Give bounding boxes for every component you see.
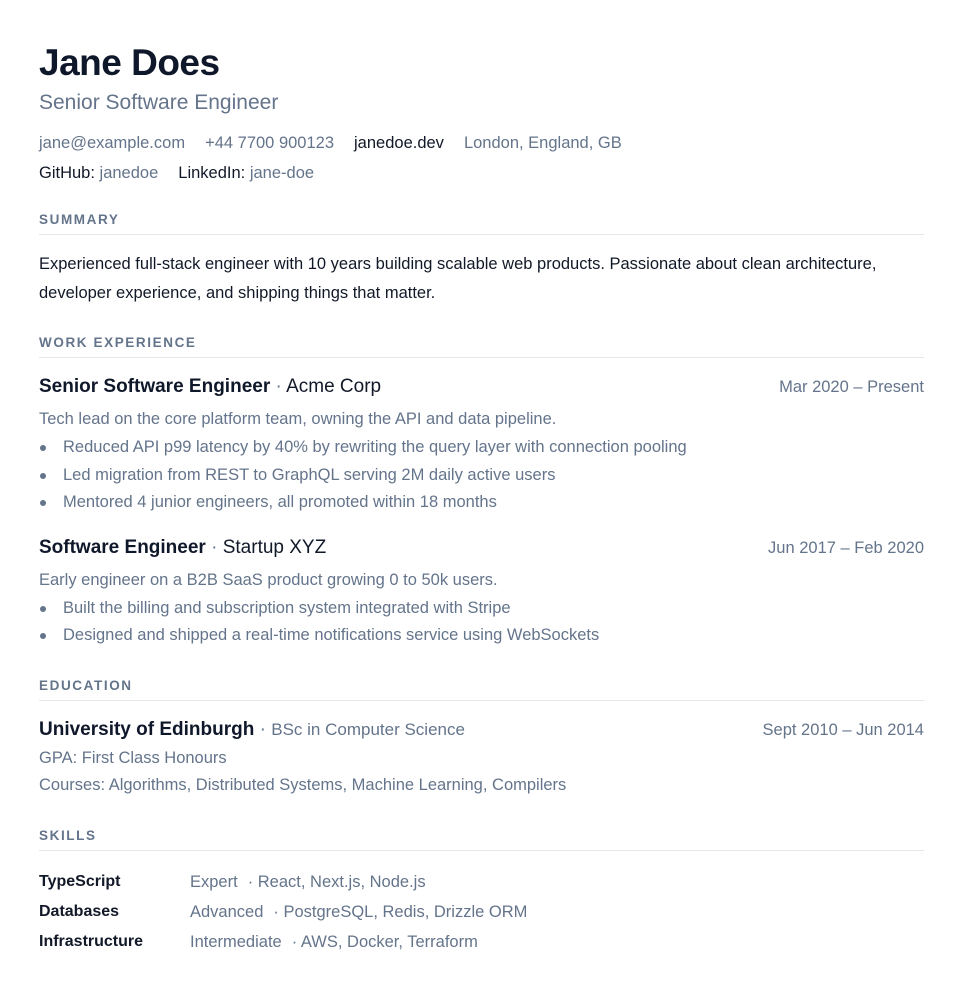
skill-row bbox=[39, 897, 924, 927]
skill-level: Advanced bbox=[190, 902, 264, 921]
entry-title bbox=[39, 376, 381, 398]
separator: · bbox=[275, 376, 282, 397]
education-section bbox=[39, 678, 924, 800]
profiles-row bbox=[39, 162, 924, 184]
section-title: EDUCATION bbox=[39, 678, 924, 701]
skill-name: Infrastructure bbox=[39, 932, 144, 950]
company: Acme Corp bbox=[286, 376, 382, 397]
candidate-headline: Senior Software Engineer bbox=[39, 91, 279, 114]
position: Senior Software Engineer bbox=[39, 376, 271, 397]
institution: University of Edinburgh bbox=[39, 718, 255, 740]
contact-row bbox=[39, 132, 924, 154]
separator: · bbox=[259, 718, 266, 740]
list-item: Designed and shipped a real-time notifications service using WebSockets bbox=[39, 622, 924, 650]
email-link[interactable]: jane@example.com bbox=[39, 134, 186, 152]
highlights-list bbox=[39, 595, 924, 650]
section-title: WORK EXPERIENCE bbox=[39, 335, 924, 358]
entry-header bbox=[39, 537, 924, 559]
skill-keywords: · AWS, Docker, Terraform bbox=[291, 932, 478, 951]
skill-row bbox=[39, 867, 924, 897]
list-item: Mentored 4 junior engineers, all promoted within 18 months bbox=[39, 489, 924, 517]
entry-dates: Sept 2010 – Jun 2014 bbox=[762, 720, 924, 739]
entry-dates: Mar 2020 – Present bbox=[779, 378, 924, 396]
highlights-list bbox=[39, 434, 924, 517]
skills-section bbox=[39, 828, 924, 957]
work-entry bbox=[39, 376, 924, 517]
skills-list bbox=[39, 867, 924, 957]
list-item: Built the billing and subscription system integrated with Stripe bbox=[39, 595, 924, 623]
education-entry bbox=[39, 719, 924, 800]
phone-number: +44 7700 900123 bbox=[205, 134, 335, 152]
entry-title bbox=[39, 719, 465, 741]
list-item: Led migration from REST to GraphQL serving 2M daily active users bbox=[39, 462, 924, 490]
linkedin-link[interactable]: jane-doe bbox=[249, 164, 315, 182]
gpa: GPA: First Class Honours bbox=[39, 748, 227, 767]
skill-level: Expert bbox=[190, 872, 238, 891]
skill-name: TypeScript bbox=[39, 872, 121, 890]
summary-text: Experienced full-stack engineer with 10 years building scalable web products. Passionate about clean architecture, developer experience, and shipping things that matter. bbox=[39, 255, 877, 302]
linkedin-profile bbox=[178, 162, 314, 184]
section-title: SUMMARY bbox=[39, 212, 924, 235]
summary-section bbox=[39, 212, 924, 307]
work-section bbox=[39, 335, 924, 650]
entry-header bbox=[39, 376, 924, 398]
entry-title bbox=[39, 537, 326, 559]
github-profile bbox=[39, 162, 158, 184]
skill-name: Databases bbox=[39, 902, 120, 920]
linkedin-label: LinkedIn: bbox=[178, 164, 246, 182]
entry-description: Tech lead on the core platform team, owning the API and data pipeline. bbox=[39, 410, 557, 428]
entry-description: Early engineer on a B2B SaaS product growing 0 to 50k users. bbox=[39, 570, 498, 589]
degree: BSc in Computer Science bbox=[271, 719, 465, 739]
skill-keywords: · PostgreSQL, Redis, Drizzle ORM bbox=[273, 902, 528, 921]
skill-level: Intermediate bbox=[190, 932, 282, 951]
list-item: Reduced API p99 latency by 40% by rewriting the query layer with connection pooling bbox=[39, 434, 924, 462]
work-entry bbox=[39, 537, 924, 650]
company: Startup XYZ bbox=[222, 536, 327, 558]
location: London, England, GB bbox=[463, 134, 622, 152]
entry-header bbox=[39, 719, 924, 741]
github-link[interactable]: janedoe bbox=[99, 164, 159, 182]
entry-dates: Jun 2017 – Feb 2020 bbox=[768, 538, 924, 557]
position: Software Engineer bbox=[39, 536, 206, 558]
website-link[interactable]: janedoe.dev bbox=[354, 134, 444, 152]
github-label: GitHub: bbox=[39, 164, 95, 182]
candidate-name: Jane Does bbox=[39, 42, 220, 83]
courses: Courses: Algorithms, Distributed Systems, Machine Learning, Compilers bbox=[39, 776, 567, 794]
skill-keywords: · React, Next.js, Node.js bbox=[247, 872, 426, 891]
section-title: SKILLS bbox=[39, 828, 924, 851]
skill-row bbox=[39, 927, 924, 957]
separator: · bbox=[211, 536, 218, 558]
